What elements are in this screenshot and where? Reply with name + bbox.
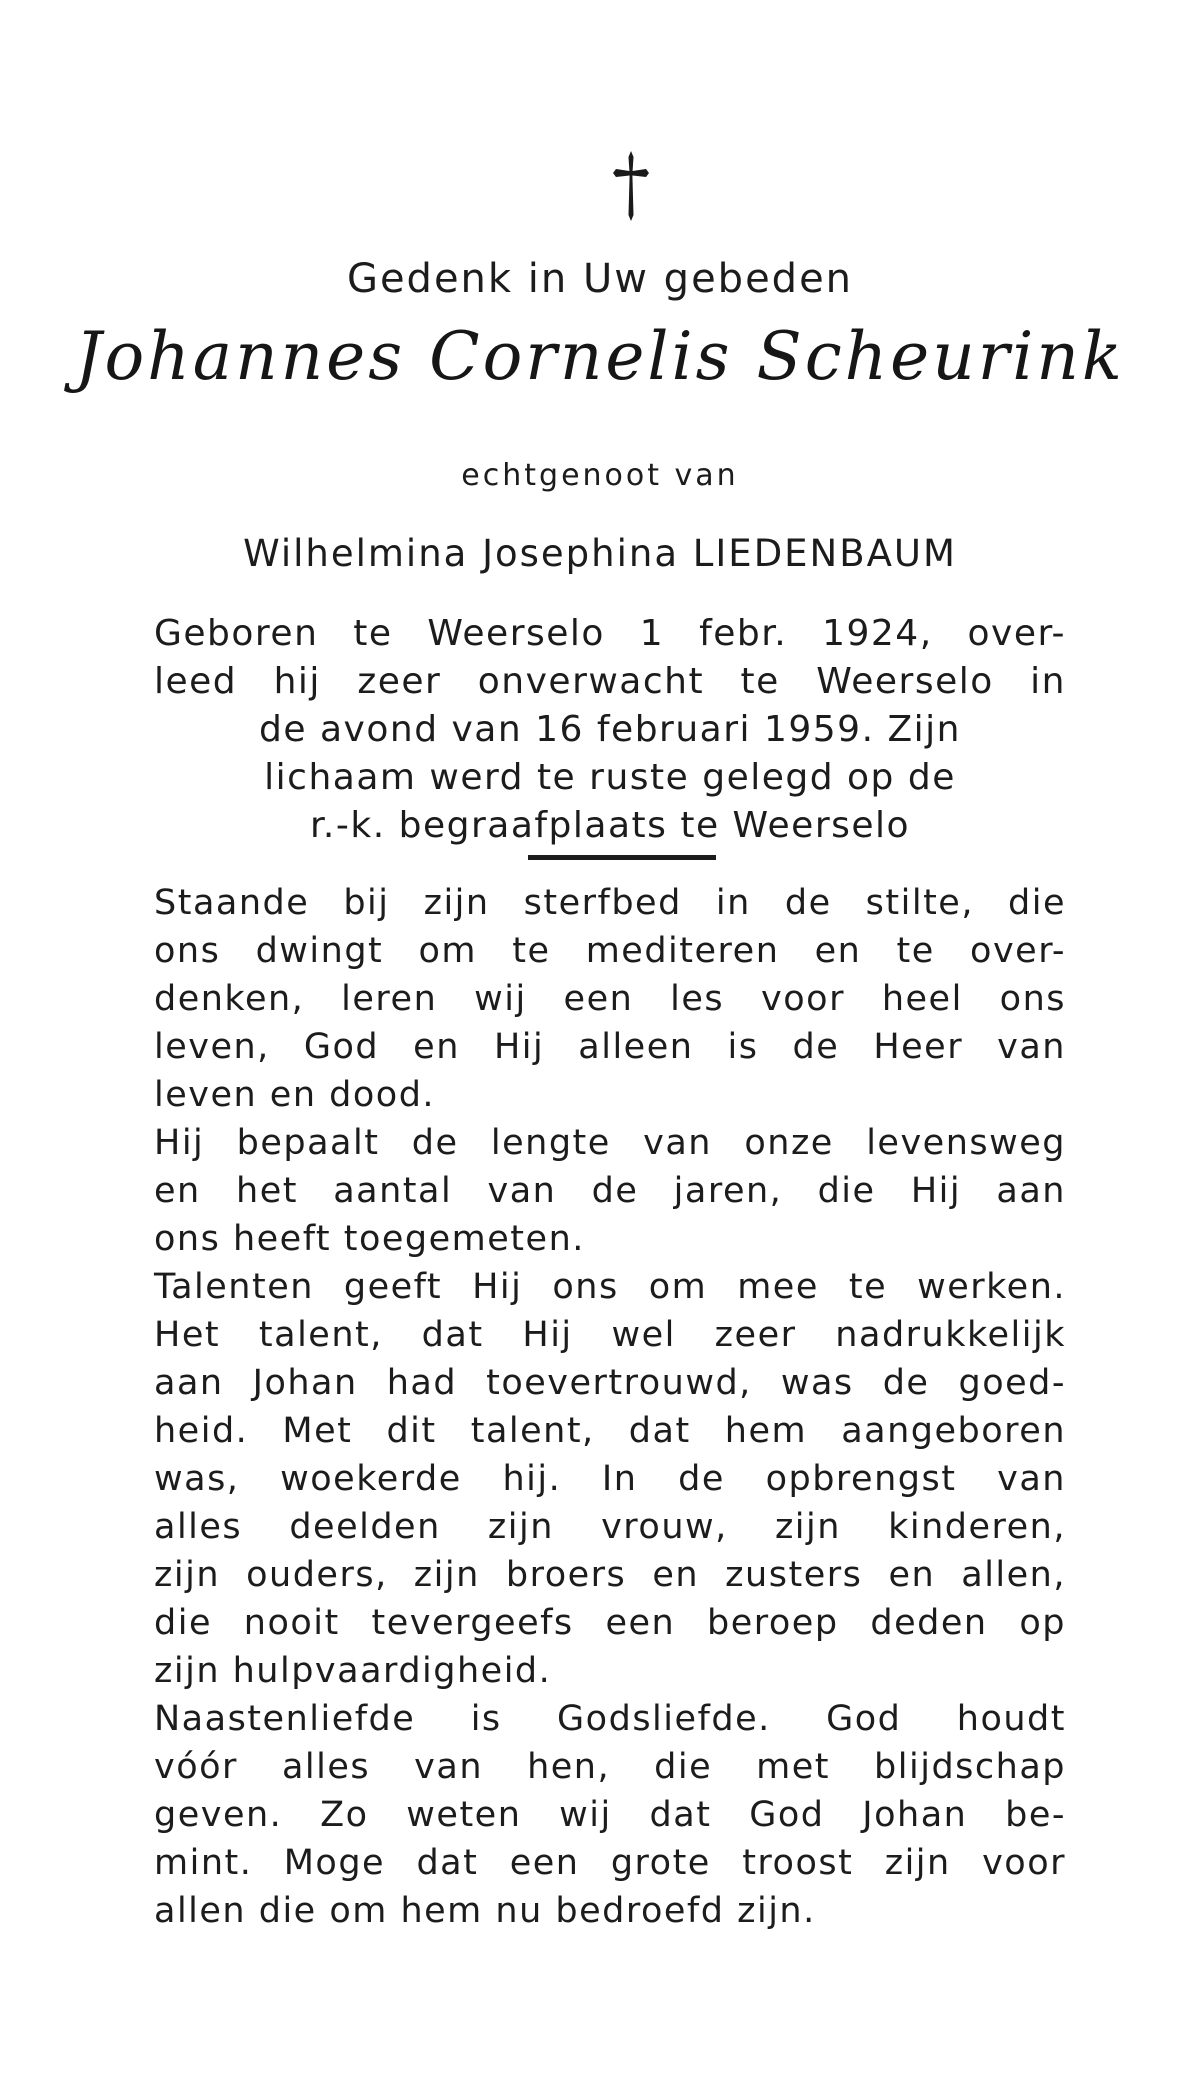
paragraph-levensweg [154,1119,1066,1263]
paragraph-line: geven. Zo weten wij dat God Johan be- [154,1795,1066,1835]
paragraph-line: en het aantal van de jaren, die Hij aan [154,1171,1066,1211]
paragraph-line: ons dwingt om te mediteren en te over- [154,931,1066,971]
bio-line: r.-k. begraafplaats te Weerselo [309,805,911,846]
birth-death-details [154,610,1066,850]
paragraph-talenten [154,1263,1066,1695]
paragraph-line: denken, leren wij een les voor heel ons [154,979,1066,1019]
paragraph-line: heid. Met dit talent, dat hem aangeboren [154,1411,1066,1451]
paragraph-naastenliefde [154,1695,1066,1935]
paragraph-line: zijn hulpvaardigheid. [154,1651,552,1691]
paragraph-line: die nooit tevergeefs een beroep deden op [154,1603,1066,1643]
bio-line: Geboren te Weerselo 1 febr. 1924, over- [154,613,1066,654]
cross-icon [611,147,651,225]
spouse-label: echtgenoot van [461,458,739,493]
spouse-name: Wilhelmina Josephina LIEDENBAUM [243,532,957,575]
paragraph-line: allen die om hem nu bedroefd zijn. [154,1891,816,1931]
paragraph-line: Staande bij zijn sterfbed in de stilte, die [154,883,1066,923]
paragraph-line: was, woekerde hij. In de opbrengst van [154,1459,1066,1499]
paragraph-line: leven, God en Hij alleen is de Heer van [154,1027,1066,1067]
paragraph-line: ons heeft toegemeten. [154,1219,585,1259]
paragraph-line: aan Johan had toevertrouwd, was de goed- [154,1363,1066,1403]
paragraph-line: mint. Moge dat een grote troost zijn voor [154,1843,1066,1883]
bio-line: lichaam werd te ruste gelegd op de [264,757,956,798]
paragraph-line: Het talent, dat Hij wel zeer nadrukkelijk [154,1315,1066,1355]
deceased-name: Johannes Cornelis Scheurink [75,318,1125,395]
paragraph-line: vóór alles van hen, die met blijdschap [154,1747,1066,1787]
bio-line: leed hij zeer onverwacht te Weerselo in [154,661,1066,702]
paragraph-line: zijn ouders, zijn broers en zusters en allen, [154,1555,1066,1595]
paragraph-line: Hij bepaalt de lengte van onze levensweg [154,1123,1066,1163]
prayer-intro: Gedenk in Uw gebeden [346,256,854,302]
paragraph-line: alles deelden zijn vrouw, zijn kinderen, [154,1507,1066,1547]
paragraph-line: Naastenliefde is Godsliefde. God houdt [154,1699,1066,1739]
divider-rule [528,855,716,860]
paragraph-line: leven en dood. [154,1075,436,1115]
paragraph-sterfbed [154,879,1066,1119]
paragraph-line: Talenten geeft Hij ons om mee te werken. [154,1267,1066,1307]
bio-line: de avond van 16 februari 1959. Zijn [259,709,961,750]
